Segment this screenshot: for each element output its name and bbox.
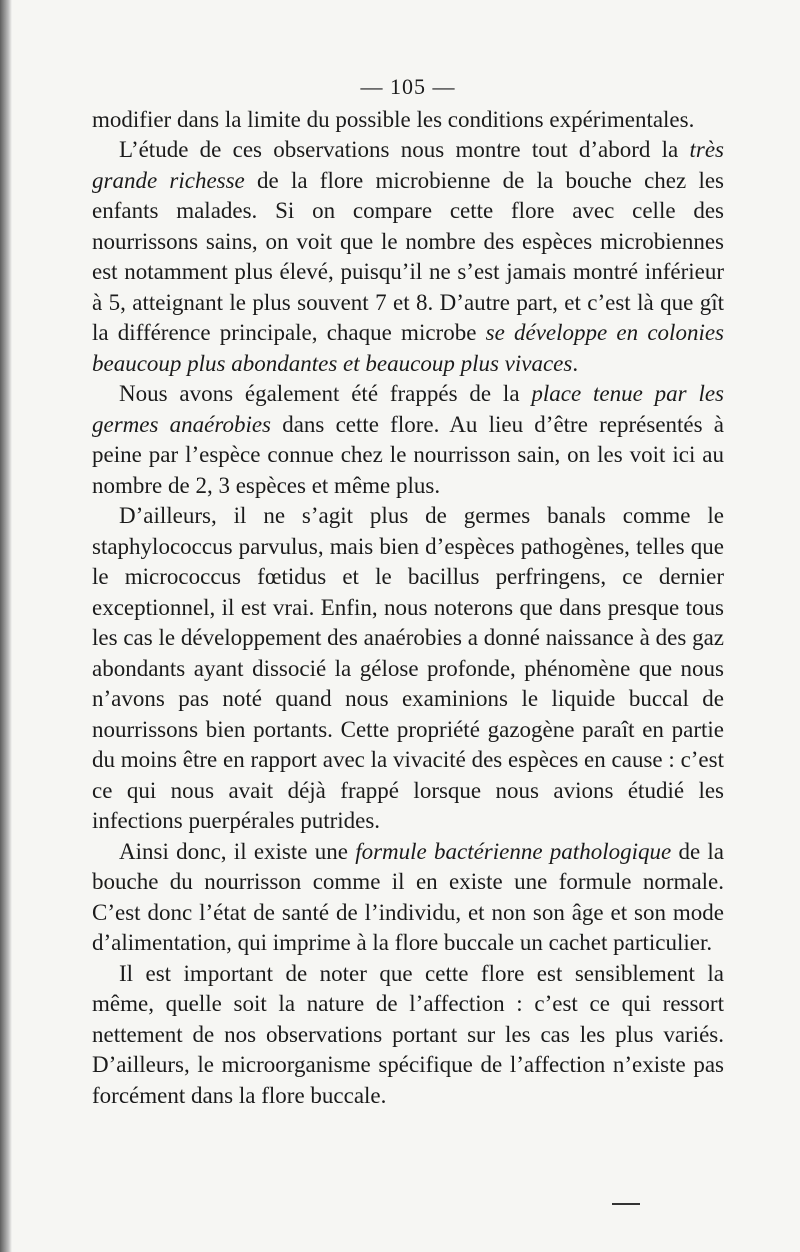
italic-text: se développe en colonies beaucoup plus abondantes et beaucoup plus vivaces	[92, 320, 724, 376]
text-segment: de la flore microbienne de la bouche chez les enfants malades. Si on compare cette flore avec celle des nourrissons sains, on voit que le nombre des espèces microbiennes est notamment plus élevé, puisqu’il ne s’est jamais montré inférieur à 5, atteignant le plus souvent 7 et 8. D’autre part, et c’est là que gît la différence principale, chaque microbe	[92, 167, 725, 345]
text-segment: de la bouche du nourrisson comme il en existe une formule normale. C’est donc l’état de santé de l’individu, et non son âge et son mode d’alimentation, qui imprime à la flore buccale un cachet particulier.	[92, 838, 724, 955]
paragraph	[92, 501, 724, 837]
italic-text: place tenue par les germes anaérobies	[92, 381, 724, 437]
paragraph	[92, 837, 724, 959]
text-segment: Ainsi donc, il existe une	[119, 838, 356, 864]
text-segment: Nous avons également été frappés de la	[119, 381, 532, 406]
text-segment: dans cette flore. Au lieu d’être représentés à peine par l’espèce connue chez le nourrisson sain, on les voit ici au nombre de 2, 3 espèces et même plus.	[92, 411, 724, 498]
body-text	[92, 105, 724, 1112]
paragraph	[92, 105, 724, 136]
text-segment: Il est important de noter que cette flore est sensiblement la même, quelle soit la nature de l’affection : c’est ce qui ressort nettement de nos observations portant sur les cas les plus variés. D’ailleurs, le microorganisme spécifique de l’affection n’existe pas forcément dans la flore buccale.	[92, 960, 724, 1108]
book-gutter-shadow	[0, 0, 12, 1252]
text-segment: D’ailleurs, il ne s’agit plus de germes banals comme le staphylococcus parvulus, mais bien d’espèces pathogènes, telles que le micrococcus fœtidus et le bacillus perfringens, ce dernier exceptionnel, il est vrai. Enfin, nous noterons que dans presque tous les cas le développement des anaérobies a donné naissance à des gaz abondants ayant dissocié la gélose profonde, phénomène que nous n’avons pas noté quand nous examinions le liquide buccal de nourrissons bien portants. Cette propriété gazogène paraît en partie du moins être en rapport avec la vivacité des espèces en cause : c’est ce qui nous avait déjà frappé lorsque nous avions étudié les infections puerpérales putrides.	[92, 503, 724, 833]
printer-mark	[612, 1203, 640, 1205]
text-segment: L’étude de ces observations nous montre tout d’abord la	[119, 137, 690, 162]
text-segment: modifier dans la limite du possible les conditions expérimentales.	[92, 106, 695, 132]
paragraph	[92, 379, 724, 501]
paragraph	[92, 135, 724, 379]
italic-text: très grande richesse	[92, 137, 724, 193]
page-text-block	[92, 72, 724, 1111]
page-number: — 105 —	[360, 74, 456, 99]
paragraph	[92, 959, 724, 1112]
text-segment: .	[572, 350, 579, 376]
italic-text: formule bactérienne pathologique	[355, 838, 672, 864]
